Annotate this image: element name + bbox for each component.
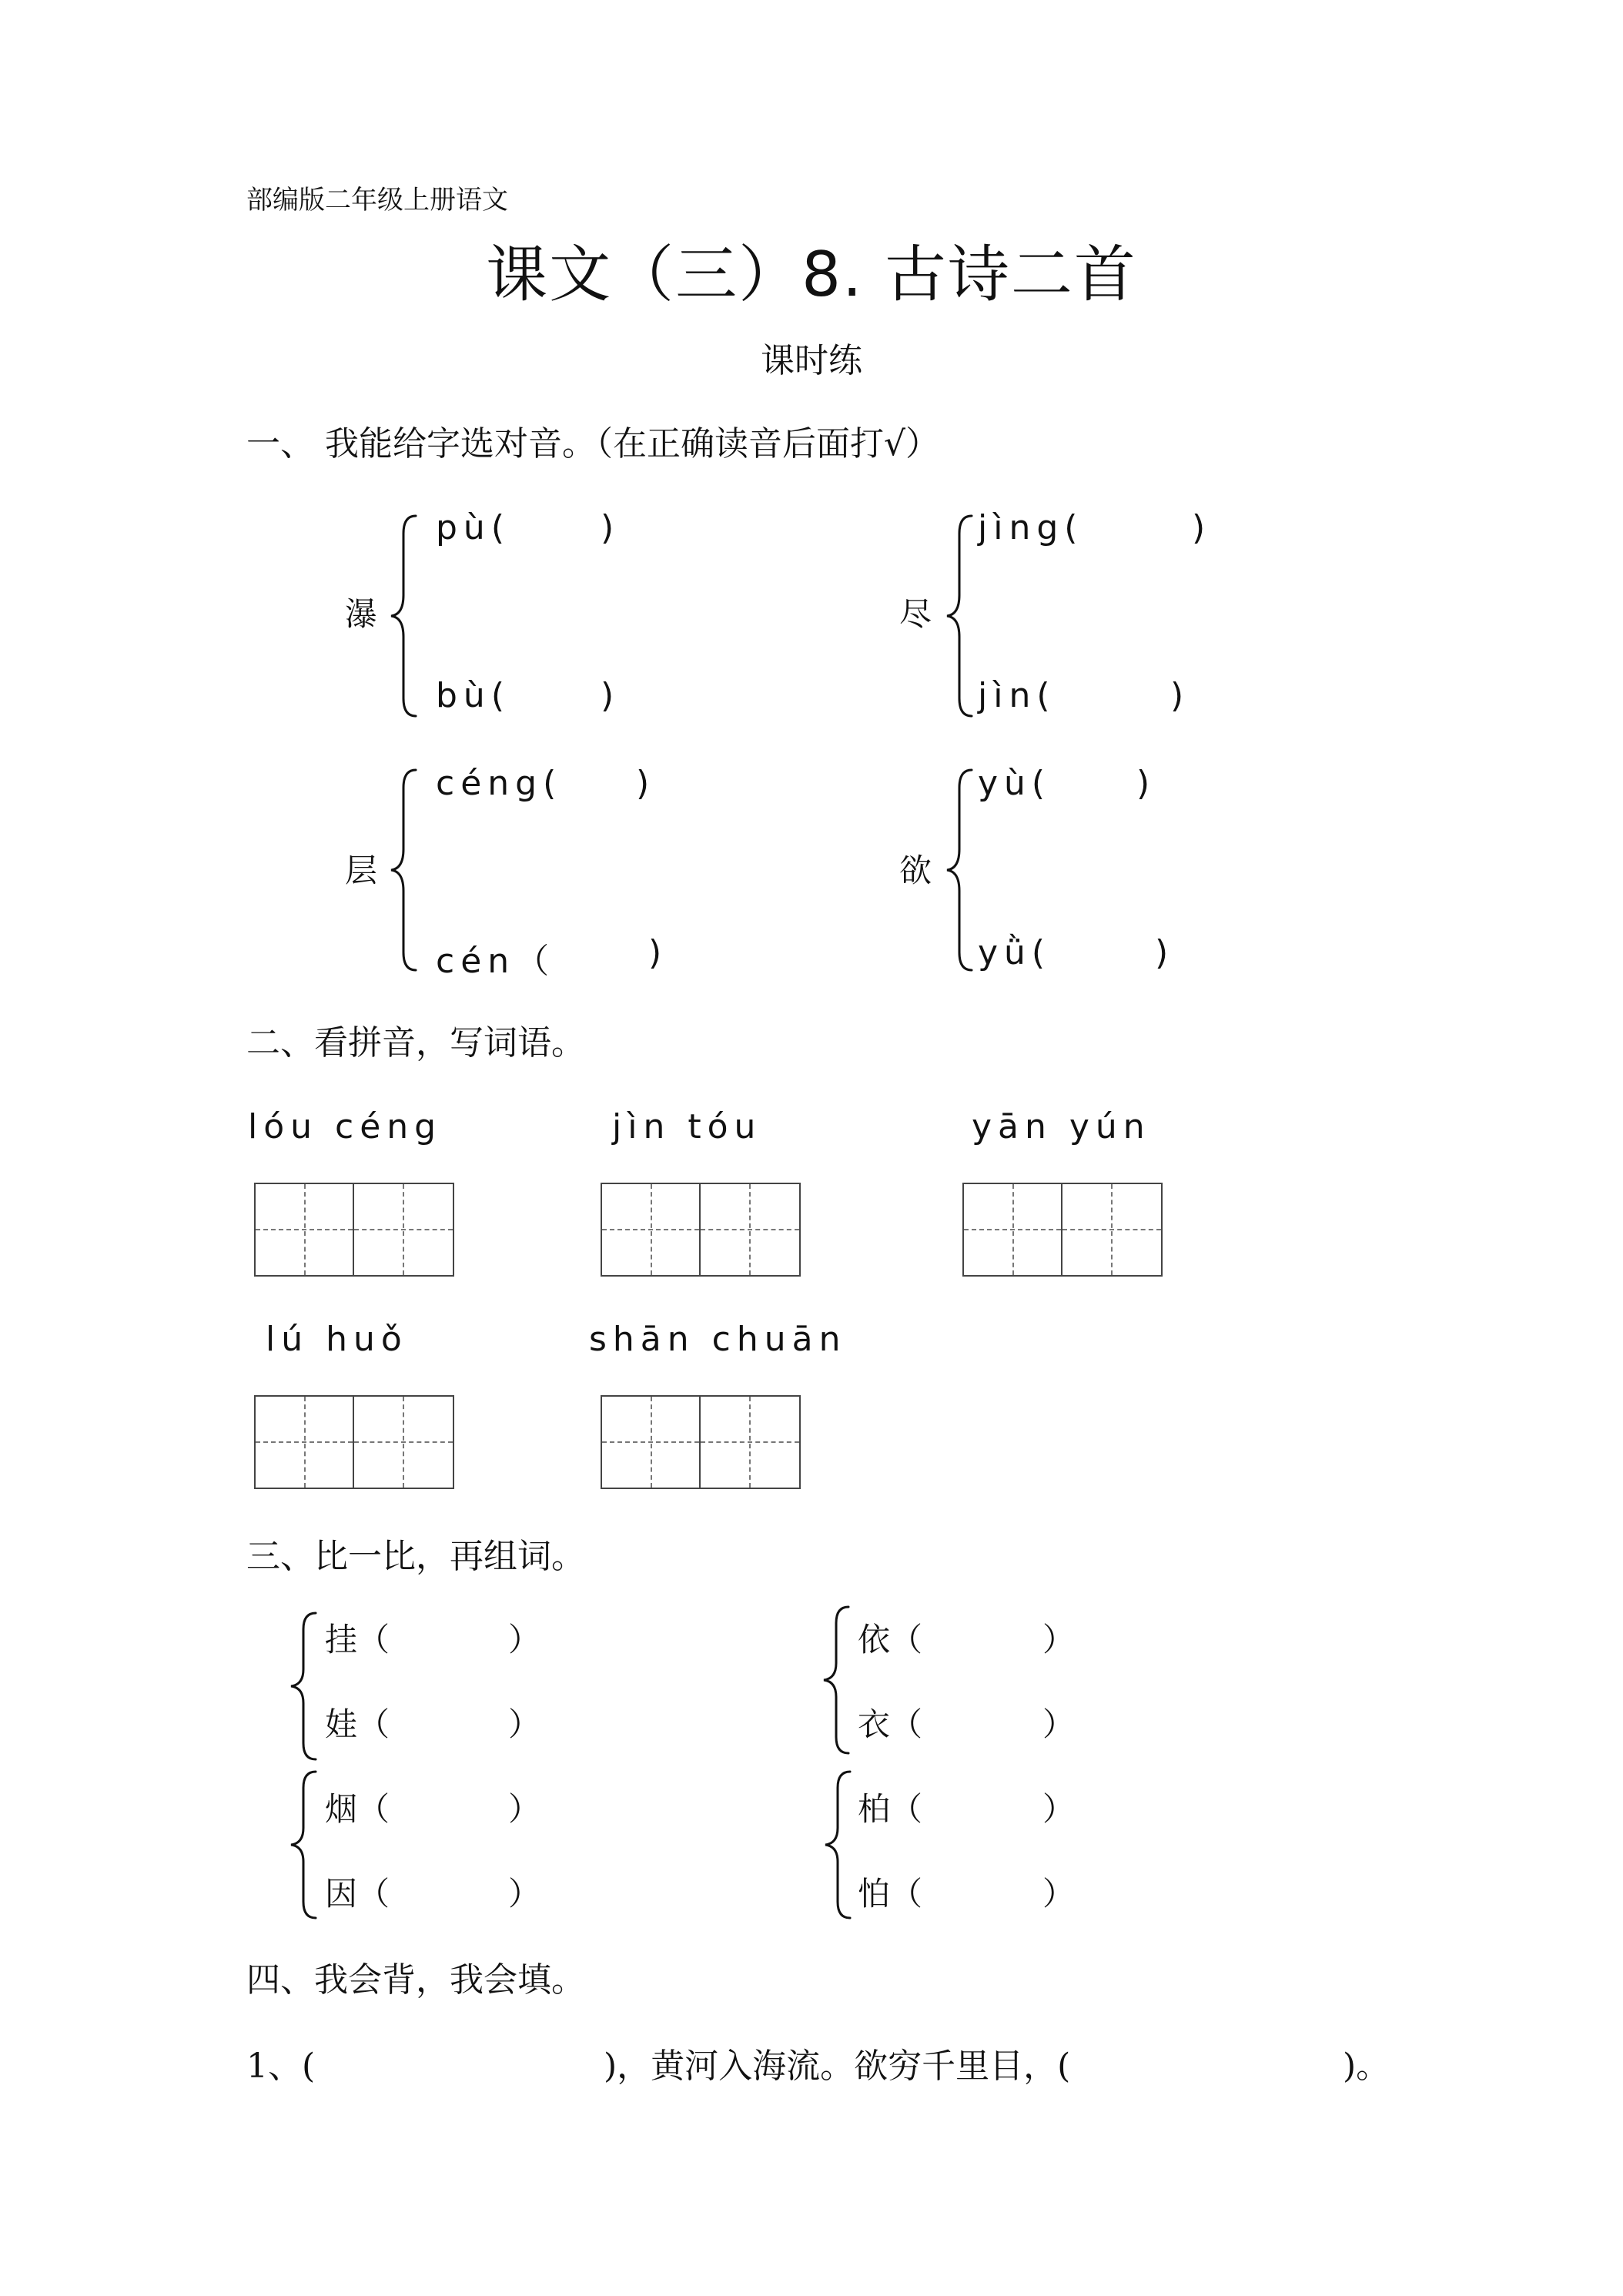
fill-line-number: 1、( — [246, 2047, 316, 2086]
polyphone-char: 瀑 — [345, 595, 378, 633]
section4-heading: 四、我会背，我会填。 — [246, 1960, 585, 2000]
brace-icon — [819, 1768, 858, 1922]
poem-text-end: )。 — [1343, 2047, 1390, 2086]
pinyin-option: jìng( — [978, 508, 1084, 547]
compare-char: 挂（ — [325, 1621, 390, 1658]
answer-paren: ） — [1042, 1705, 1076, 1743]
answer-paren: ) — [601, 676, 621, 715]
answer-paren: ） — [508, 1790, 541, 1828]
answer-paren: ） — [1042, 1621, 1076, 1658]
brace-icon — [285, 1768, 323, 1922]
brace-icon — [941, 766, 979, 974]
answer-paren: ） — [508, 1705, 541, 1743]
compare-char: 依（ — [858, 1621, 923, 1658]
compare-char: 娃（ — [325, 1705, 390, 1743]
pinyin-option: jìn( — [978, 676, 1056, 715]
compare-char: 衣（ — [858, 1705, 923, 1743]
writing-grid[interactable] — [601, 1183, 801, 1277]
brace-icon — [285, 1609, 323, 1763]
answer-paren: ） — [1042, 1790, 1076, 1828]
polyphone-char: 尽 — [899, 595, 932, 633]
pinyin-word: lóu céng — [248, 1107, 443, 1146]
answer-paren: ) — [601, 508, 621, 547]
compare-char: 烟（ — [325, 1790, 390, 1828]
pinyin-option: cén（ — [436, 942, 556, 981]
section1-heading: 一、 我能给字选对音。（在正确读音后面打√） — [246, 424, 940, 464]
pinyin-word: yān yún — [972, 1107, 1151, 1146]
writing-grid[interactable] — [962, 1183, 1163, 1277]
document-header: 部编版二年级上册语文 — [246, 185, 508, 216]
compare-char: 因（ — [325, 1875, 390, 1913]
brace-icon — [941, 512, 979, 720]
pinyin-option: yù( — [978, 764, 1052, 803]
pinyin-word: jìn tóu — [612, 1107, 762, 1146]
answer-paren: ) — [636, 764, 656, 803]
answer-paren: ) — [1192, 508, 1212, 547]
pinyin-option: bù( — [436, 676, 510, 715]
writing-grid[interactable] — [254, 1395, 454, 1489]
page-subtitle: 课时练 — [761, 341, 862, 380]
writing-grid[interactable] — [254, 1183, 454, 1277]
pinyin-word: lú huǒ — [266, 1320, 408, 1359]
answer-paren: ） — [1042, 1875, 1076, 1913]
answer-paren: ） — [508, 1875, 541, 1913]
answer-paren: ) — [1155, 933, 1175, 972]
pinyin-option: céng( — [436, 764, 563, 803]
brace-icon — [385, 766, 423, 974]
section3-heading: 三、比一比，再组词。 — [246, 1537, 585, 1576]
section2-heading: 二、看拼音，写词语。 — [246, 1023, 585, 1063]
writing-grid[interactable] — [601, 1395, 801, 1489]
pinyin-option: yǜ( — [978, 933, 1052, 972]
compare-char: 柏（ — [858, 1790, 923, 1828]
pinyin-option: pù( — [436, 508, 510, 547]
brace-icon — [818, 1603, 856, 1757]
answer-paren: ) — [648, 933, 668, 972]
page-title: 课文（三）8. 古诗二首 — [486, 239, 1137, 310]
answer-paren: ） — [508, 1621, 541, 1658]
polyphone-char: 欲 — [899, 852, 932, 889]
poem-text: )，黄河入海流。欲穷千里目，( — [604, 2047, 1071, 2086]
answer-paren: ) — [1136, 764, 1156, 803]
answer-paren: ) — [1170, 676, 1190, 715]
compare-char: 怕（ — [858, 1875, 923, 1913]
pinyin-word: shān chuān — [589, 1320, 847, 1359]
polyphone-char: 层 — [345, 852, 378, 889]
brace-icon — [385, 512, 423, 720]
